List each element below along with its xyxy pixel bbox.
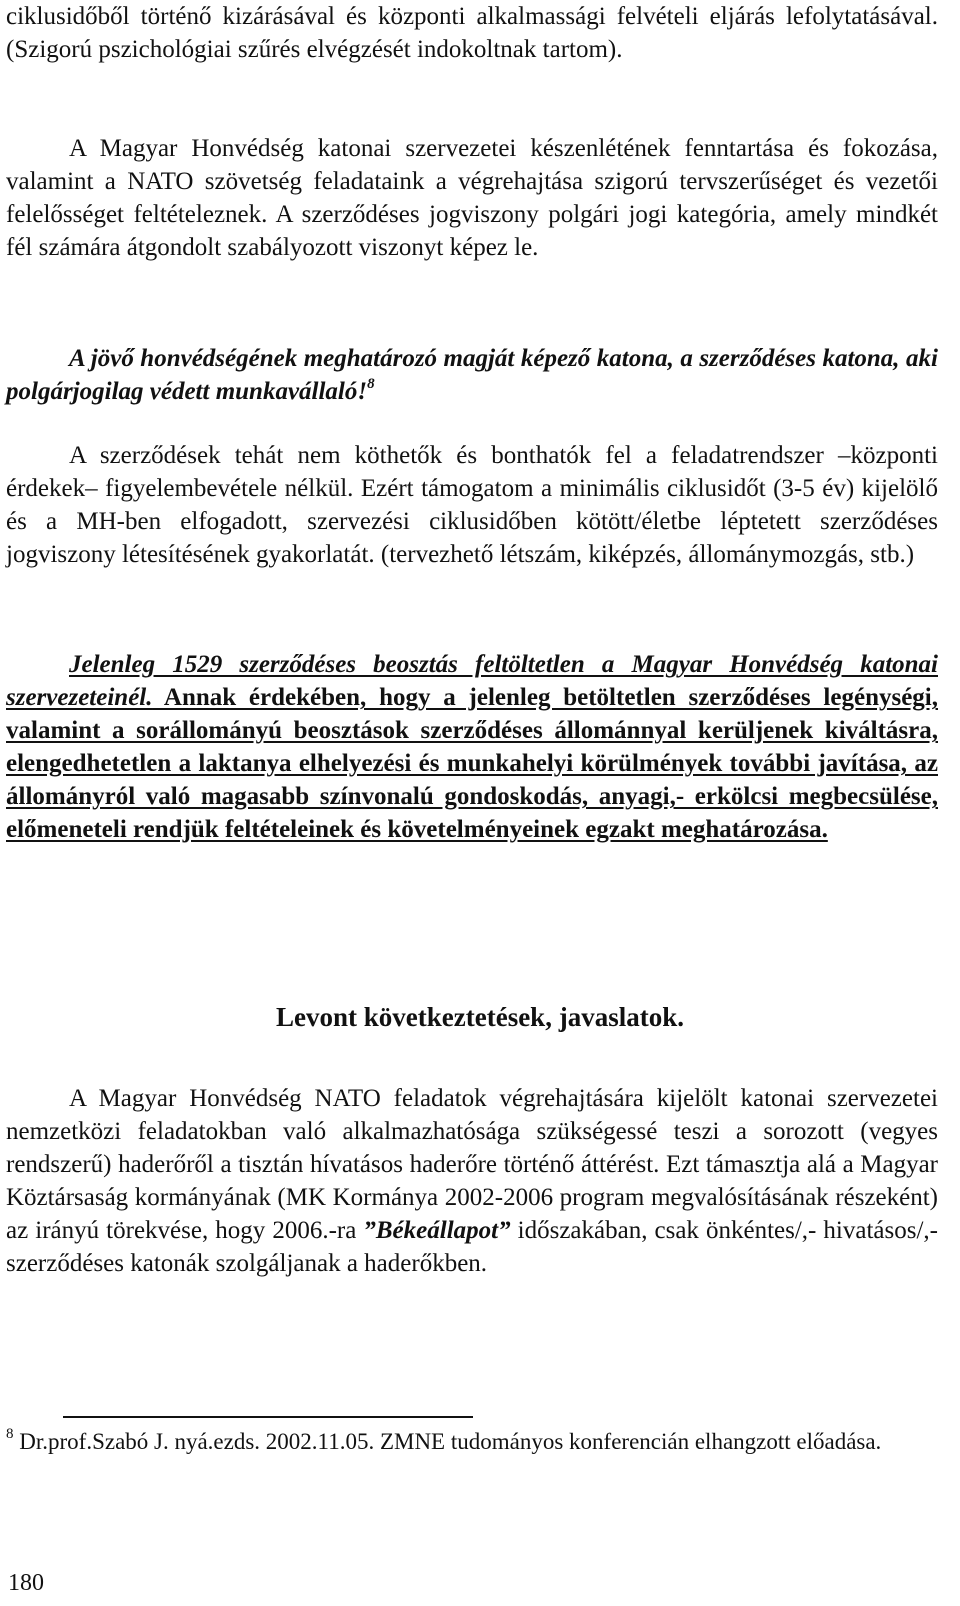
paragraph-conclusions [6, 1082, 938, 1280]
footnote-separator [63, 1416, 473, 1418]
quote-text: A jövő honvédségének meghatározó magját képező katona, a szerződéses katona, aki polgárjogilag védett munkavállaló! [6, 345, 938, 405]
quote-paragraph [6, 342, 938, 408]
paragraph-continuation: ciklusidőből történő kizárásával és központi alkalmassági felvételi eljárás lefolytatásával. (Szigorú pszichológiai szűrés elvégzését indokoltnak tartom). [6, 3, 938, 63]
conclusions-text-2: időszakában, csak önkéntes/,- hivatásos/,- szerződéses katonák szolgáljanak a haderőkben. [6, 1217, 938, 1277]
paragraph-vacancies [6, 648, 938, 846]
footnote [6, 1425, 938, 1458]
paragraph-contracts: A szerződések tehát nem köthetők és bonthatók fel a feladatrendszer –központi érdekek– figyelembevétele nélkül. Ezért támogatom a minimális ciklusidőt (3-5 év) kijelölő és a MH-ben elfogadott, szervezési ciklusidőben kötött/életbe léptetett szerződéses jogviszony létesítésének gyakorlatát. (tervezhető létszám, kiképzés, állománymozgás, stb.) [6, 442, 938, 568]
conclusions-emphasis: ”Békeállapot” [363, 1217, 511, 1244]
paragraph-readiness: A Magyar Honvédség katonai szervezetei készenlétének fenntartása és fokozása, valamint a NATO szövetség feladataink a végrehajtása szigorú tervszerűséget és vezetői felelősséget feltételeznek. A szerződéses jogviszony polgári jogi kategória, amely mindkét fél számára átgondolt szabályozott viszonyt képez le. [6, 135, 938, 261]
footnote-reference: 8 [367, 376, 375, 392]
page-number: 180 [8, 1570, 44, 1596]
footnote-text: Dr.prof.Szabó J. nyá.ezds. 2002.11.05. ZMNE tudományos konferencián elhangzott előadása. [19, 1429, 882, 1454]
vacancies-lead: Jelenleg 1529 szerződéses beosztás feltöltetlen a Magyar Honvédség katonai szervezeteinél. [6, 651, 938, 711]
section-heading: Levont következtetések, javaslatok. [276, 1002, 684, 1032]
conclusions-text-1: A Magyar Honvédség NATO feladatok végrehajtására kijelölt katonai szervezetei nemzetközi feladatokban való alkalmazhatósága szükségessé teszi a sorozott (vegyes rendszerű) haderőről a tisztán hívatásos haderőre történő áttérést. Ezt támasztja alá a Magyar Köztársaság kormányának (MK Kormánya 2002-2006 program megvalósításának részeként) az irányú törekvése, hogy 2006.-ra [6, 1085, 938, 1244]
vacancies-body: Annak érdekében, hogy a jelenleg betöltetlen szerződéses legénységi, valamint a sorállományú beosztások szerződéses állománnyal kerüljenek kiváltásra, elengedhetetlen a laktanya elhelyezési és munkahelyi körülmények további javítása, az állományról való magasabb színvonalú gondoskodás, anyagi,- erkölcsi megbecsülése, előmeneteli rendjük feltételeinek és követelményeinek egzakt meghatározása. [6, 684, 938, 843]
footnote-number: 8 [6, 1426, 14, 1442]
